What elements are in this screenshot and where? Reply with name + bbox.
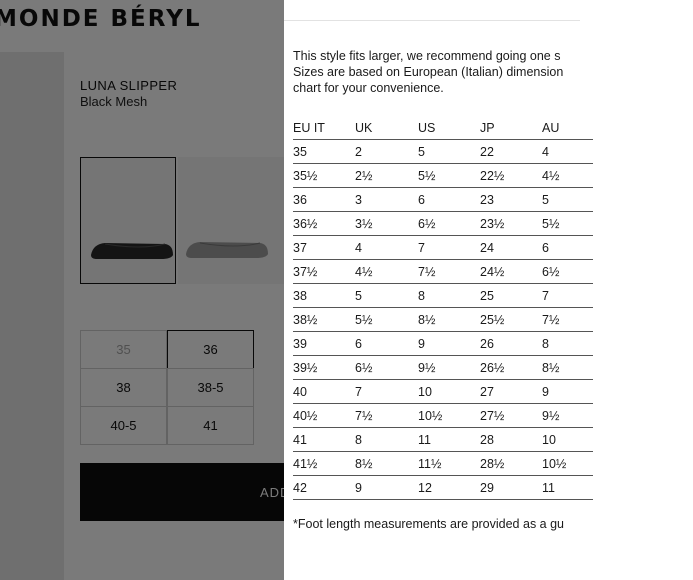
table-cell: 39 — [293, 337, 307, 351]
table-cell: 28 — [480, 433, 494, 447]
table-cell: 5 — [542, 193, 549, 207]
table-cell: 4 — [355, 241, 362, 255]
table-cell: 11 — [418, 433, 431, 447]
intro-line: Sizes are based on European (Italian) dimension — [293, 65, 564, 79]
table-row — [293, 428, 593, 452]
table-row — [293, 212, 593, 236]
table-cell: 10 — [418, 385, 432, 399]
table-cell: 36½ — [293, 217, 318, 231]
size-chart-drawer — [284, 0, 580, 580]
table-cell: 39½ — [293, 361, 318, 375]
table-row — [293, 284, 593, 308]
table-cell: 7 — [355, 385, 362, 399]
table-row — [293, 188, 593, 212]
table-cell: 12 — [418, 481, 432, 495]
table-row — [293, 452, 593, 476]
table-cell: 8½ — [355, 457, 373, 471]
drawer-divider — [284, 20, 580, 21]
table-cell: 2½ — [355, 169, 373, 183]
intro-line: This style fits larger, we recommend going one s — [293, 49, 561, 63]
table-row — [293, 236, 593, 260]
size-conversion-table — [293, 116, 593, 500]
table-row — [293, 380, 593, 404]
table-row — [293, 140, 593, 164]
table-cell: 10½ — [542, 457, 567, 471]
table-cell: 6½ — [355, 361, 373, 375]
table-cell: 10½ — [418, 409, 443, 423]
table-cell: 37½ — [293, 265, 318, 279]
modal-backdrop[interactable] — [0, 0, 286, 580]
column-header: UK — [355, 121, 373, 135]
table-cell: 23½ — [480, 217, 505, 231]
column-header: EU IT — [293, 121, 325, 135]
table-cell: 26 — [480, 337, 494, 351]
column-header: US — [418, 121, 436, 135]
table-cell: 27½ — [480, 409, 505, 423]
table-cell: 23 — [480, 193, 494, 207]
table-row — [293, 164, 593, 188]
table-cell: 42 — [293, 481, 307, 495]
table-cell: 9 — [418, 337, 425, 351]
table-cell: 11½ — [418, 457, 442, 471]
table-cell: 3 — [355, 193, 362, 207]
table-cell: 8 — [355, 433, 362, 447]
table-cell: 9 — [542, 385, 549, 399]
table-cell: 4½ — [355, 265, 373, 279]
table-cell: 8½ — [418, 313, 436, 327]
table-cell: 5½ — [355, 313, 373, 327]
table-cell: 24½ — [480, 265, 505, 279]
table-cell: 8 — [542, 337, 549, 351]
table-cell: 9 — [355, 481, 362, 495]
table-cell: 25½ — [480, 313, 505, 327]
table-cell: 6 — [355, 337, 362, 351]
table-cell: 35 — [293, 145, 307, 159]
table-cell: 41½ — [293, 457, 318, 471]
table-cell: 7½ — [418, 265, 436, 279]
table-row — [293, 356, 593, 380]
table-row — [293, 308, 593, 332]
table-cell: 3½ — [355, 217, 373, 231]
table-cell: 11 — [542, 481, 555, 495]
table-cell: 5 — [418, 145, 425, 159]
table-row — [293, 404, 593, 428]
table-cell: 2 — [355, 145, 362, 159]
table-cell: 8½ — [542, 361, 560, 375]
table-cell: 22 — [480, 145, 494, 159]
table-cell: 4 — [542, 145, 549, 159]
table-cell: 27 — [480, 385, 494, 399]
table-cell: 35½ — [293, 169, 318, 183]
table-cell: 5 — [355, 289, 362, 303]
size-chart-footnote: *Foot length measurements are provided as a gu — [293, 517, 564, 531]
table-cell: 38½ — [293, 313, 318, 327]
table-cell: 7 — [542, 289, 549, 303]
intro-line: chart for your convenience. — [293, 81, 444, 95]
table-cell: 8 — [418, 289, 425, 303]
table-header-row — [293, 116, 593, 140]
table-cell: 9½ — [542, 409, 560, 423]
table-cell: 7 — [418, 241, 425, 255]
table-cell: 5½ — [418, 169, 436, 183]
table-cell: 37 — [293, 241, 307, 255]
table-cell: 5½ — [542, 217, 560, 231]
table-cell: 40½ — [293, 409, 318, 423]
table-cell: 6½ — [542, 265, 560, 279]
table-cell: 6 — [418, 193, 425, 207]
table-cell: 6 — [542, 241, 549, 255]
table-cell: 4½ — [542, 169, 560, 183]
table-row — [293, 332, 593, 356]
table-cell: 40 — [293, 385, 307, 399]
table-cell: 9½ — [418, 361, 436, 375]
table-cell: 22½ — [480, 169, 505, 183]
table-cell: 25 — [480, 289, 494, 303]
table-cell: 36 — [293, 193, 307, 207]
table-cell: 29 — [480, 481, 494, 495]
table-cell: 6½ — [418, 217, 436, 231]
table-row — [293, 260, 593, 284]
table-cell: 26½ — [480, 361, 505, 375]
column-header: JP — [480, 121, 495, 135]
table-cell: 38 — [293, 289, 307, 303]
size-chart-intro — [293, 48, 693, 96]
column-header: AU — [542, 121, 560, 135]
table-row — [293, 476, 593, 500]
table-cell: 7½ — [542, 313, 560, 327]
table-cell: 41 — [293, 433, 307, 447]
table-cell: 10 — [542, 433, 556, 447]
table-cell: 24 — [480, 241, 494, 255]
table-cell: 28½ — [480, 457, 505, 471]
table-cell: 7½ — [355, 409, 373, 423]
